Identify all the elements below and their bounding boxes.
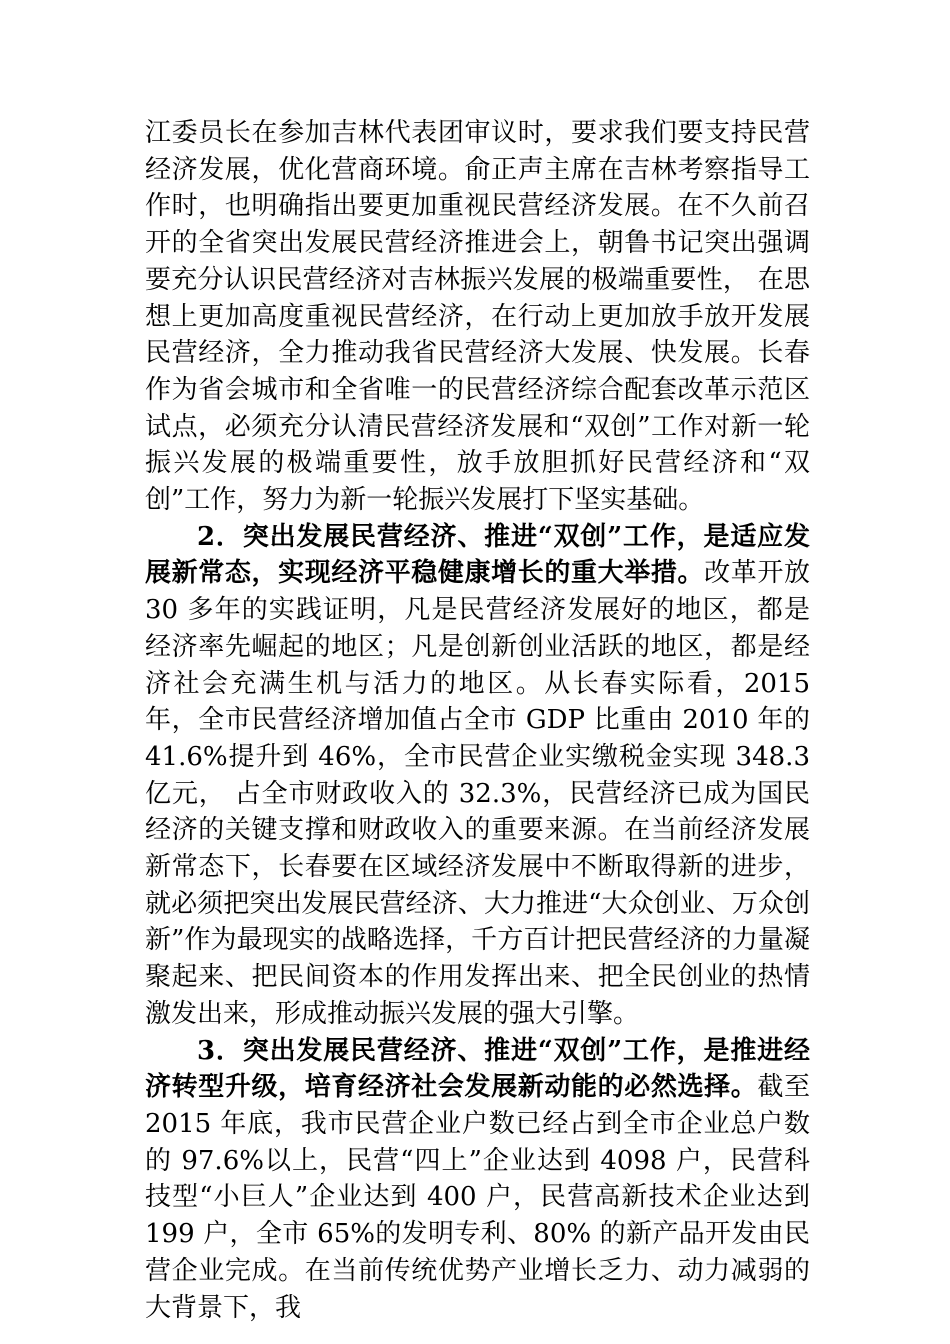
document-body [145,115,810,1326]
paragraph-2-heading: 2．突出发展民营经济、推进“双创”工作，是适应发展新常态，实现经济平稳健康增长的重大举措。 [145,521,810,589]
paragraph-3-body: 截至 2015 年底，我市民营企业户数已经占到全市企业总户数的 97.6%以上，民营“四上”企业达到 4098 户，民营科技型“小巨人”企业达到 400 户，民营高新技术企业达到 199 户，全市 65%的发明专利、80% 的新产品开发由民营企业完成。在当前传统优势产业增长乏力、动力减弱的大背景下，我 [145,1072,810,1323]
paragraph-2-body: 改革开放 30 多年的实践证明，凡是民营经济发展好的地区，都是经济率先崛起的地区；凡是创新创业活跃的地区，都是经济社会充满生机与活力的地区。从长春实际看，2015 年，全市民营经济增加值占全市 GDP 比重由 2010 年的 41.6%提升到 46%，全市民营企业实缴税金实现 348.3 亿元， 占全市财政收入的 32.3%，民营经济已成为国民经济的关键支撑和财政收入的重要来源。在当前经济发展新常态下，长春要在区域经济发展中不断取得新的进步，就必须把突出发展民营经济、大力推进“大众创业、万众创新”作为最现实的战略选择，千方百计把民营经济的力量凝聚起来、把民间资本的作用发挥出来、把全民创业的热情激发出来，形成推动振兴发展的强大引擎。 [145,558,810,1029]
paragraph-3-heading: 3．突出发展民营经济、推进“双创”工作，是推进经济转型升级，培育经济社会发展新动能的必然选择。 [145,1035,810,1103]
paragraph-2 [145,519,810,1033]
paragraph-1: 江委员长在参加吉林代表团审议时，要求我们要支持民营经济发展，优化营商环境。俞正声主席在吉林考察指导工作时，也明确指出要更加重视民营经济发展。在不久前召开的全省突出发展民营经济推进会上，朝鲁书记突出强调要充分认识民营经济对吉林振兴发展的极端重要性， 在思想上更加高度重视民营经济，在行动上更加放手放开发展民营经济，全力推动我省民营经济大发展、快发展。长春作为省会城市和全省唯一的民营经济综合配套改革示范区试点，必须充分认清民营经济发展和“双创”工作对新一轮振兴发展的极端重要性，放手放胆抓好民营经济和“双创”工作，努力为新一轮振兴发展打下坚实基础。 [145,118,810,516]
paragraph-3 [145,1033,810,1327]
